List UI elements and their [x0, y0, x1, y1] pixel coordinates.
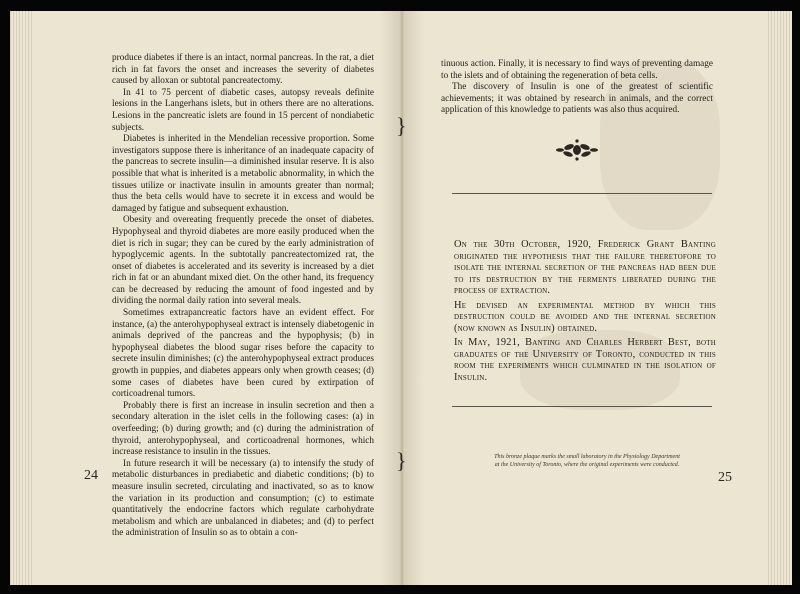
divider-rule — [452, 193, 712, 194]
caption-line: at the University of Toronto, where the original experiments were conducted. — [494, 462, 680, 468]
paragraph: Obesity and overeating frequently precede the onset of diabetes. Hypophyseal and thyroid diabetes are more easily produced when the diet is rich in sugar; they can be cured by the early administration of hypoglycemic agents. In the subtotally pancreatectomized rat, the onset of diabetes is accelerated and its severity is increased by a diet rich in fat or an abundant mixed diet. On the other hand, its frequency can be decreased by reducing the amount of food ingested and by dividing the normal daily ration into several meals. — [112, 215, 374, 307]
caption-line: This bronze plaque marks the small laboratory in the Physiology Department — [494, 454, 680, 460]
paragraph: In future research it will be necessary (a) to intensify the study of metabolic disturbances in prediabetic and diabetic conditions; (b) to measure insulin secreted, circulating and inactivated, so as to know the variation in its production and consumption; (c) to estimate quantitatively the endocrine factors which regulate carbohydrate metabolism and which are unbalanced in diabetes; and (d) to perfect the administration of Insulin so as to obtain a con- — [112, 458, 374, 539]
left-page-edges — [10, 11, 34, 585]
paragraph: In 41 to 75 percent of diabetic cases, autopsy reveals definite lesions in the Langerhans islets, but in others there are no alterations. Lesions in the pancreatic islets are found in 15 percent of nondiabetic subjects. — [112, 87, 374, 133]
paragraph: Sometimes extrapancreatic factors have an evident effect. For instance, (a) the anterohypophyseal extract is intensely diabetogenic in animals deprived of the pancreas and the hypophysis; (b) in hypophyseal diabetes the blood sugar rises before the capacity to secrete insulin diminishes; (c) the anterohypophyseal extract produces growth in puppies, and diabetes appears only when growth ceases; (d) some cases of diabetes have been cured by extirpation of corticoadrenal tumors. — [112, 308, 374, 400]
plaque-text — [454, 239, 716, 386]
paragraph: Diabetes is inherited in the Mendelian recessive proportion. Some investigators suppose there is inheritance of an inadequate capacity of the pancreas to secrete insulin—a diminished insular reserve. It is also possible that what is inherited is a metabolic abnormality, in which the tissues utilize or inactivate insulin in amounts greater than normal; thus the beta cells would have to secrete it in excess and would be damaged by fatigue and subsequent exhaustion. — [112, 134, 374, 214]
binding-thread-icon: } — [396, 113, 407, 138]
paragraph: The discovery of Insulin is one of the greatest of scientific achievements; it was obtained by research in animals, and the correct application of this knowledge to patients was also thus acquired. — [441, 82, 713, 116]
left-page-text — [112, 53, 374, 540]
plaque-paragraph: In May, 1921, Banting and Charles Herbert Best, both graduates of the University of Toronto, conducted in this room the experiments which culminated in the isolation of Insulin. — [454, 337, 716, 383]
plaque-paragraph: On the 30th October, 1920, Frederick Grant Banting originated the hypothesis that the failure theretofore to isolate the internal secretion of the pancreas had been due to its destruction by the ferments liberated during the process of extraction. — [454, 239, 716, 296]
book-gutter — [380, 11, 424, 585]
plaque-caption — [462, 453, 712, 469]
floral-vignette-icon — [555, 138, 599, 162]
paragraph: produce diabetes if there is an intact, normal pancreas. In the rat, a diet rich in fat favors the onset and increases the severity of diabetes caused by alloxan or subtotal pancreatectomy. — [112, 53, 374, 87]
right-page-text — [441, 59, 713, 117]
left-page-number: 24 — [84, 468, 98, 483]
paragraph: Probably there is first an increase in insulin secretion and then a secondary alteration in the islet cells in the following cases: (a) in overfeeding; (b) during growth; and (c) during the administration of thyroid, anterohypophyseal, and corticoadrenal hormones, which increase resistance to insulin in the tissues. — [112, 400, 374, 458]
divider-rule — [452, 406, 712, 407]
right-page-number: 25 — [718, 470, 732, 485]
paragraph: tinuous action. Finally, it is necessary to find ways of preventing damage to the islets and of obtaining the regeneration of beta cells. — [441, 59, 713, 81]
plaque-paragraph: He devised an experimental method by which this destruction could be avoided and the internal secretion (now known as Insulin) obtained. — [454, 299, 716, 334]
binding-thread-icon: } — [396, 448, 407, 473]
right-page-edges — [768, 11, 792, 585]
